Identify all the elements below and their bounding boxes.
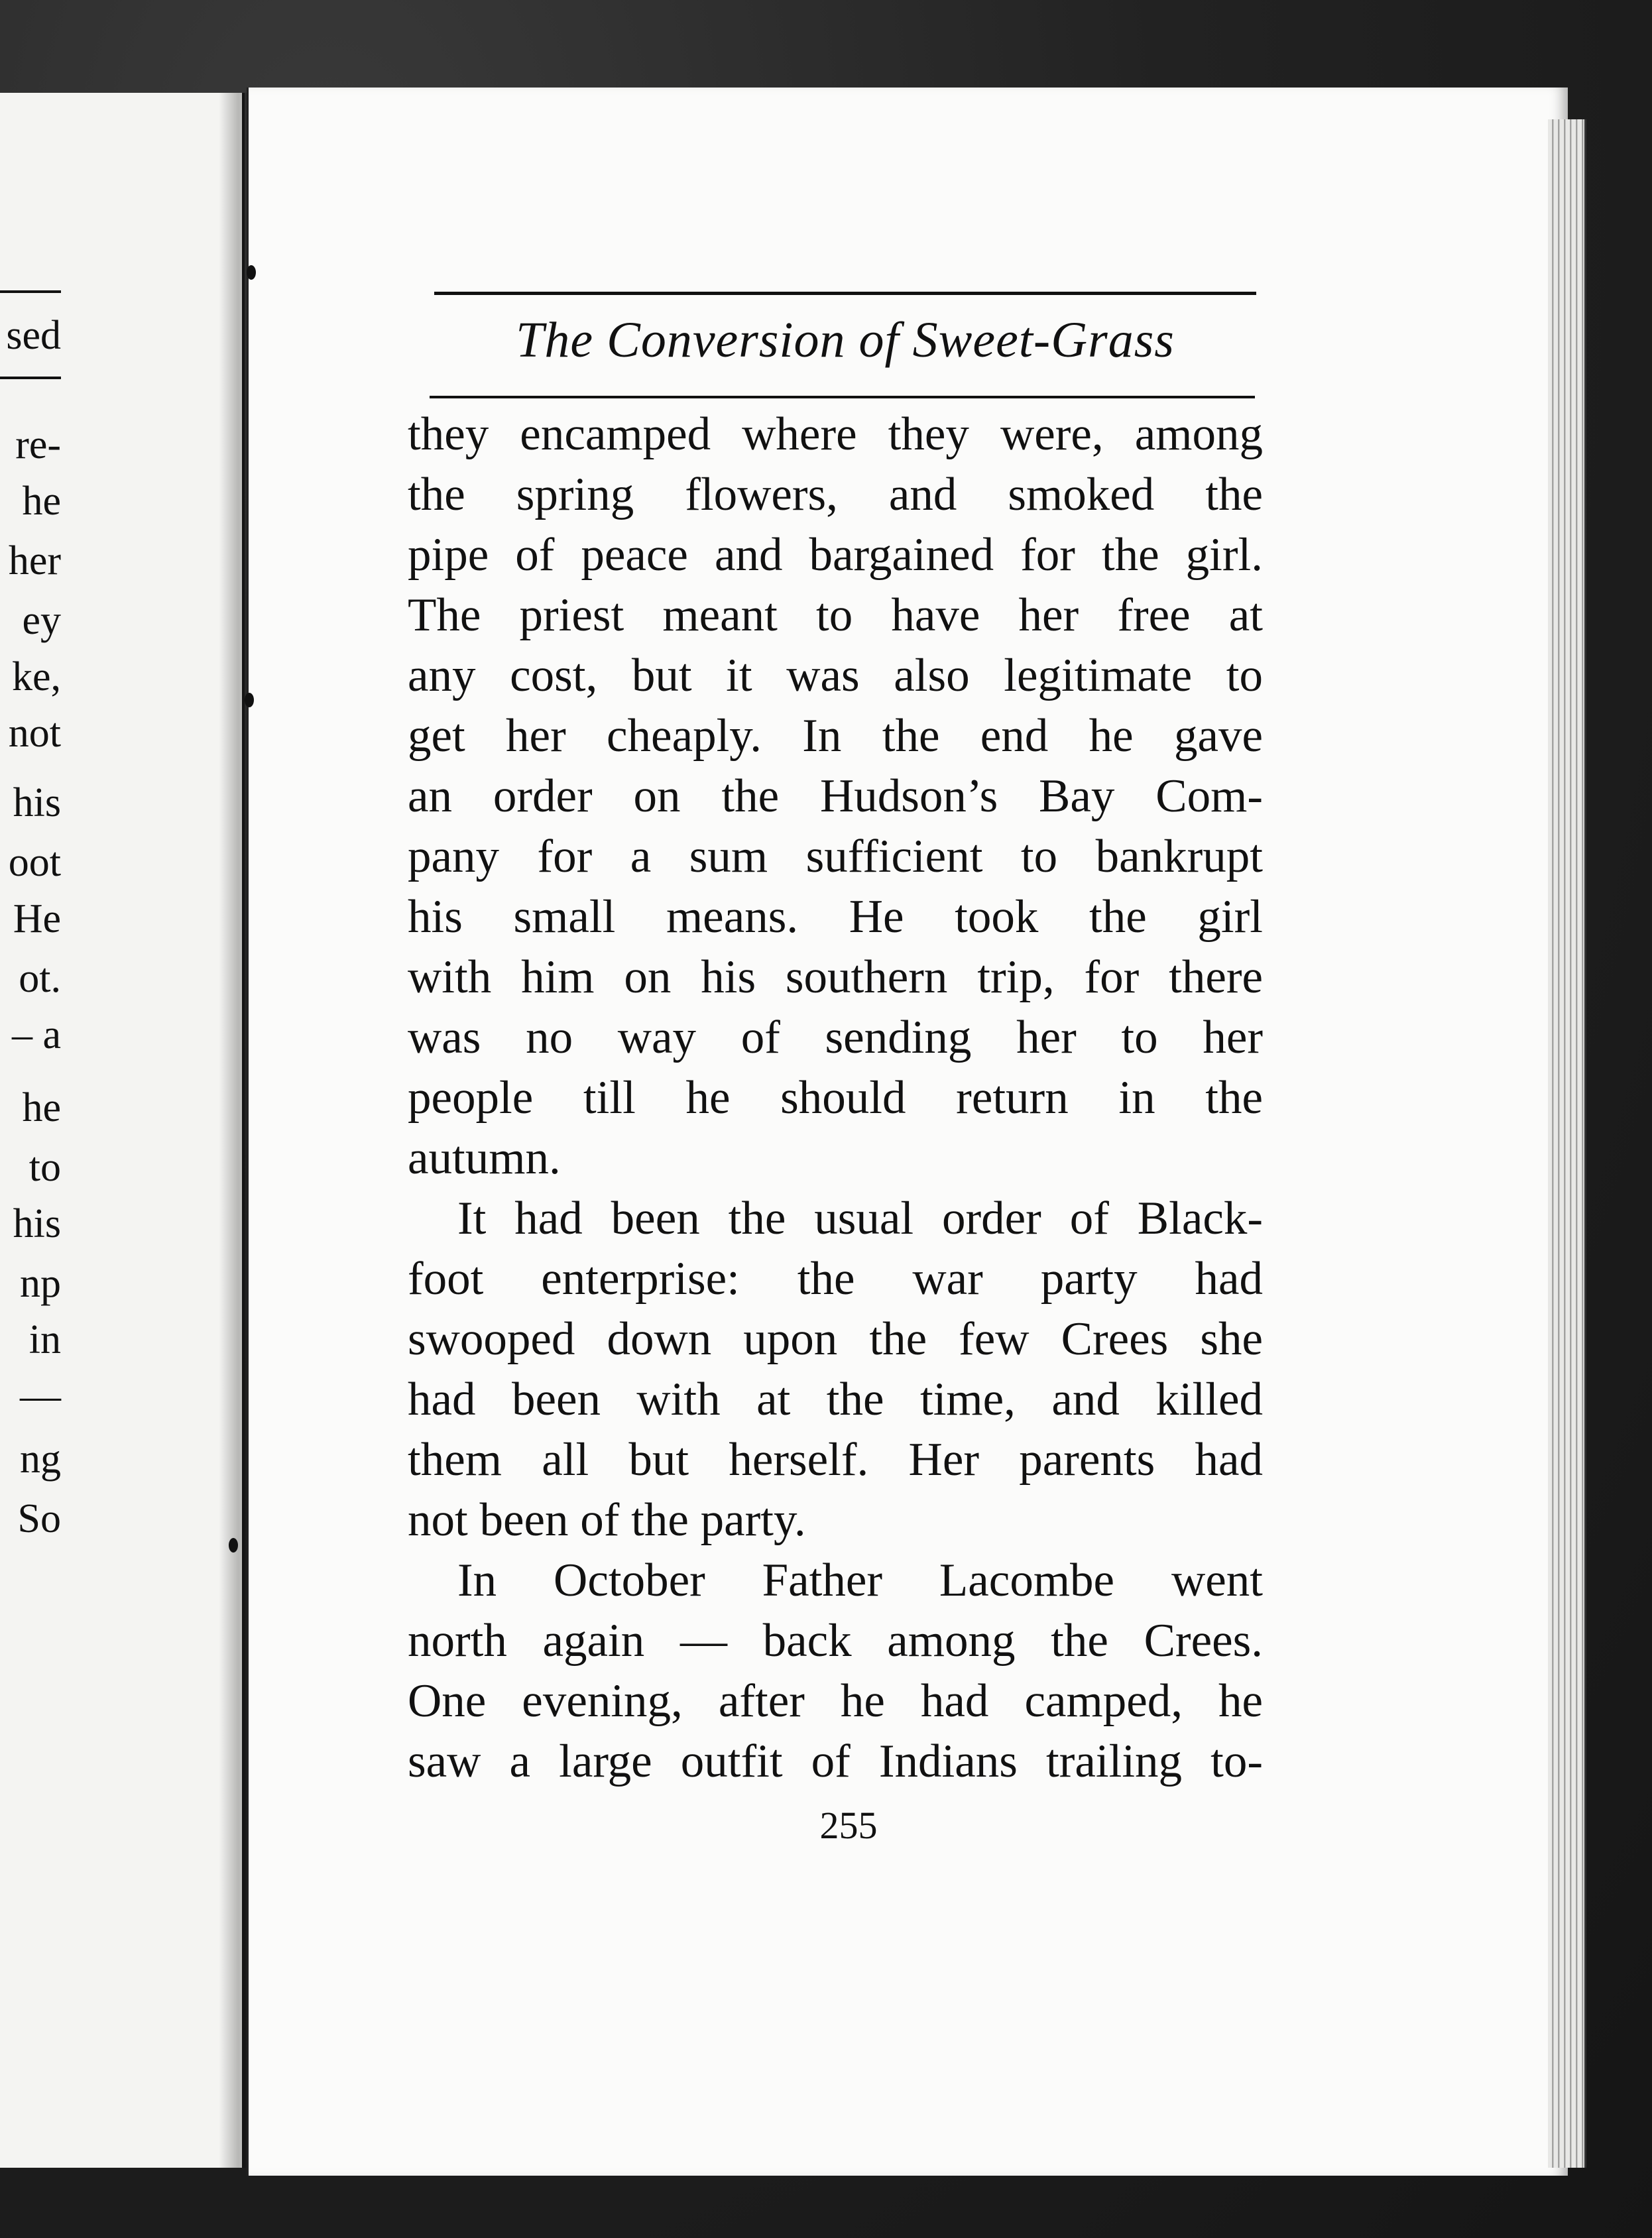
left-page-text-fragment: in xyxy=(29,1317,61,1362)
left-page-text-fragment: re- xyxy=(15,422,61,467)
left-header-rule xyxy=(0,290,61,293)
left-page-text-fragment: So xyxy=(17,1496,61,1541)
text-line: One evening, after he had camped, he xyxy=(408,1675,1263,1727)
text-line: they encamped where they were, among xyxy=(408,408,1263,460)
text-line: with him on his southern trip, for there xyxy=(408,951,1263,1003)
binding-thread-mark xyxy=(247,265,256,280)
text-line: north again — back among the Crees. xyxy=(408,1615,1263,1667)
left-header-rule xyxy=(0,377,61,379)
page-stack-edge xyxy=(1548,119,1586,2168)
left-page-text-fragment: ke, xyxy=(11,654,61,699)
text-line: not been of the party. xyxy=(408,1494,806,1546)
running-head-top-rule xyxy=(434,292,1256,295)
text-line: the spring flowers, and smoked the xyxy=(408,469,1263,520)
left-page-text-fragment: her xyxy=(8,538,61,583)
text-line: autumn. xyxy=(408,1132,561,1184)
page-number: 255 xyxy=(819,1804,878,1847)
text-line: had been with at the time, and killed xyxy=(408,1374,1263,1425)
binding-thread-mark xyxy=(245,693,254,707)
left-page-text-fragment: np xyxy=(20,1261,61,1306)
text-line: an order on the Hudson’s Bay Com- xyxy=(408,770,1263,822)
running-head: The Conversion of Sweet-Grass xyxy=(516,312,1175,368)
text-line: get her cheaply. In the end he gave xyxy=(408,710,1263,762)
text-line: his small means. He took the girl xyxy=(408,891,1263,943)
text-line: It had been the usual order of Black- xyxy=(457,1193,1263,1244)
text-line: any cost, but it was also legitimate to xyxy=(408,650,1263,701)
text-line: pany for a sum sufficient to bankrupt xyxy=(408,831,1263,882)
left-page-text-fragment: ng xyxy=(20,1437,61,1482)
text-line: The priest meant to have her free at xyxy=(408,589,1263,641)
text-line: them all but herself. Her parents had xyxy=(408,1434,1263,1486)
left-page-text-fragment: – a xyxy=(11,1012,61,1057)
left-page-text-fragment: his xyxy=(13,780,61,825)
left-page-text-fragment: ey xyxy=(22,598,61,643)
left-page-text-fragment: oot xyxy=(8,840,61,885)
text-line: people till he should return in the xyxy=(408,1072,1263,1124)
text-line: foot enterprise: the war party had xyxy=(408,1253,1263,1305)
text-line: pipe of peace and bargained for the girl. xyxy=(408,529,1263,581)
body-text xyxy=(408,404,1263,1792)
left-page-text-fragment: ot. xyxy=(19,956,61,1001)
binding-thread-mark xyxy=(229,1538,238,1553)
text-line: was no way of sending her to her xyxy=(408,1012,1263,1063)
left-page-text-fragment: He xyxy=(13,896,61,941)
left-page-text-fragment: not xyxy=(8,711,61,756)
left-page-text-fragment: — xyxy=(20,1374,61,1419)
left-page-text-fragment: sed xyxy=(6,313,61,358)
previous-page-edge xyxy=(0,93,245,2168)
text-line: swooped down upon the few Crees she xyxy=(408,1313,1263,1365)
left-page-text-fragment: he xyxy=(22,479,61,524)
left-page-text-fragment: to xyxy=(29,1145,61,1190)
running-head-bottom-rule xyxy=(430,396,1255,398)
left-page-text-fragment: he xyxy=(22,1085,61,1130)
left-page-text-fragment: his xyxy=(13,1201,61,1246)
text-line: saw a large outfit of Indians trailing to- xyxy=(408,1736,1263,1787)
text-line: In October Father Lacombe went xyxy=(457,1555,1263,1606)
